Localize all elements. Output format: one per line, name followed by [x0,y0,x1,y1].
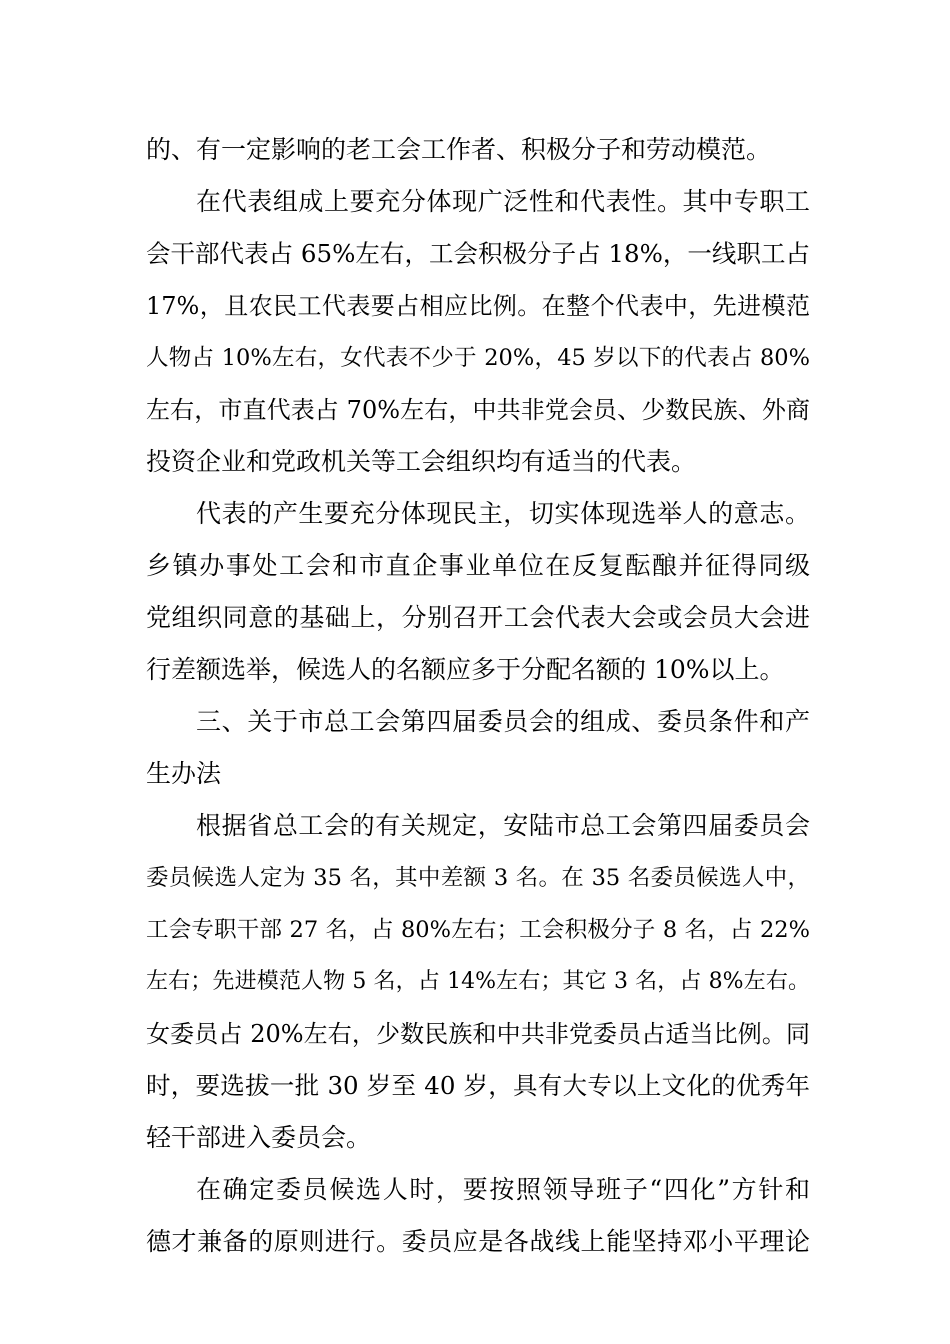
text-line: 的、有一定影响的老工会工作者、积极分子和劳动模范。 [146,135,772,164]
text-line: 会干部代表占 65%左右，工会积极分子占 18%，一线职工占 [146,239,810,268]
text-line: 轻干部进入委员会。 [146,1123,372,1152]
paragraph-first-line: 在代表组成上要充分体现广泛性和代表性。其中专职工 [196,187,810,216]
text-line: 工会专职干部 27 名，占 80%左右；工会积极分子 8 名，占 22% [146,917,810,943]
paragraph-first-line: 根据省总工会的有关规定，安陆市总工会第四届委员会 [196,811,810,840]
text-line: 乡镇办事处工会和市直企事业单位在反复酝酿并征得同级 [146,551,810,580]
text-line: 行差额选举，候选人的名额应多于分配名额的 10%以上。 [146,655,785,684]
text-line: 左右，市直代表占 70%左右，中共非党会员、少数民族、外商 [146,396,810,424]
text-line: 女委员占 20%左右，少数民族和中共非党委员占适当比例。同 [146,1020,810,1048]
text-line: 人物占 10%左右，女代表不少于 20%，45 岁以下的代表占 80% [146,345,810,371]
paragraph-first-line: 在确定委员候选人时，要按照领导班子“四化”方针和 [196,1175,810,1204]
section-heading-continued: 生办法 [146,759,222,788]
text-line: 投资企业和党政机关等工会组织均有适当的代表。 [146,447,697,476]
text-line: 党组织同意的基础上，分别召开工会代表大会或会员大会进 [146,603,810,632]
text-line: 德才兼备的原则进行。委员应是各战线上能坚持邓小平理论 [146,1227,810,1256]
section-heading: 三、关于市总工会第四届委员会的组成、委员条件和产 [196,707,810,736]
paragraph-first-line: 代表的产生要充分体现民主，切实体现选举人的意志。 [196,499,810,528]
text-line: 17%，且农民工代表要占相应比例。在整个代表中，先进模范 [146,292,810,320]
text-line: 委员候选人定为 35 名，其中差额 3 名。在 35 名委员候选人中， [146,865,810,891]
text-line: 左右；先进模范人物 5 名，占 14%左右；其它 3 名，占 8%左右。 [146,969,810,994]
text-line: 时，要选拔一批 30 岁至 40 岁，具有大专以上文化的优秀年 [146,1071,810,1100]
